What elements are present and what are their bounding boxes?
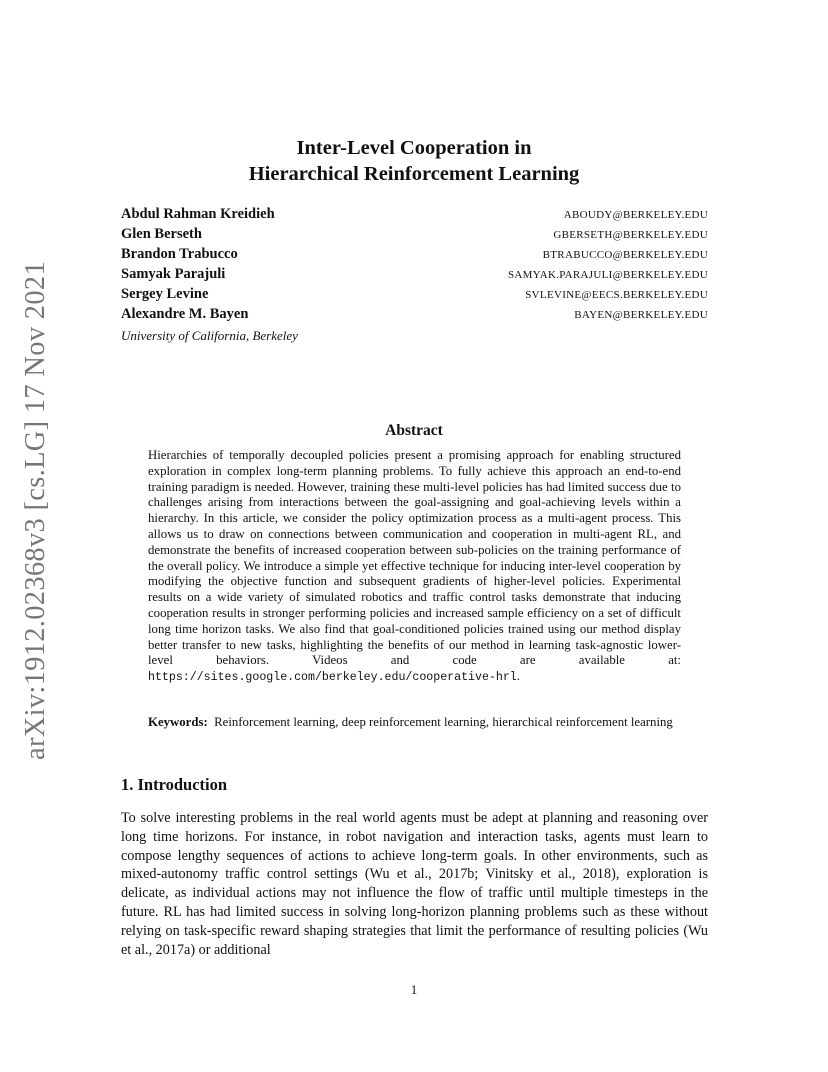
paper-title bbox=[100, 135, 728, 187]
author-name: Brandon Trabucco bbox=[121, 246, 238, 262]
affiliation: University of California, Berkeley bbox=[121, 328, 298, 343]
introduction-paragraph: To solve interesting problems in the real world agents must be adept at planning and reasoning over long time horizons. For instance, in robot navigation and interaction tasks, agents must learn to compose lengthy sequences of actions to achieve long-term goals. In other environments, such as mixed-autonomy traffic control settings (Wu et al., 2017b; Vinitsky et al., 2018), exploration is delicate, as individual actions may not influence the flow of traffic until multiple timesteps in the future. RL has had limited success in solving long-horizon planning problems such as these without relying on task-specific reward shaping strategies that limit the performance of resulting policies (Wu et al., 2017a) or additional bbox=[121, 810, 708, 958]
author-email: SVLEVINE@EECS.BERKELEY.EDU bbox=[525, 289, 708, 301]
author-row bbox=[121, 206, 708, 226]
author-email: GBERSETH@BERKELEY.EDU bbox=[553, 229, 708, 241]
arxiv-identifier: arXiv:1912.02368v3 [cs.LG] 17 Nov 2021 bbox=[20, 260, 51, 760]
page-number: 1 bbox=[410, 982, 418, 997]
abstract-url-link[interactable]: https://sites.google.com/berkeley.edu/cooperative-hrl bbox=[148, 671, 517, 685]
author-row bbox=[121, 286, 708, 306]
author-email: BTRABUCCO@BERKELEY.EDU bbox=[542, 249, 708, 261]
author-email: SAMYAK.PARAJULI@BERKELEY.EDU bbox=[507, 269, 708, 281]
author-name: Samyak Parajuli bbox=[121, 266, 226, 282]
author-email: BAYEN@BERKELEY.EDU bbox=[574, 309, 708, 321]
author-row bbox=[121, 246, 708, 266]
author-email: ABOUDY@BERKELEY.EDU bbox=[563, 209, 708, 221]
author-row bbox=[121, 306, 708, 326]
title-line-2: Hierarchical Reinforcement Learning bbox=[248, 163, 580, 185]
abstract-heading: Abstract bbox=[385, 422, 443, 439]
author-block bbox=[121, 206, 708, 344]
author-name: Glen Berseth bbox=[121, 226, 202, 242]
section-heading-introduction: 1. Introduction bbox=[121, 775, 228, 794]
abstract-end: . bbox=[516, 669, 520, 684]
title-line-1: Inter-Level Cooperation in bbox=[296, 137, 532, 159]
abstract-text: Hierarchies of temporally decoupled policies present a promising approach for enabling structured exploration in complex long-term planning problems. To fully achieve this approach an end-to-end training paradigm is needed. However, training these multi-level policies has had limited success due to challenges arising from interactions between the goal-assigning and goal-achieving levels within a hierarchy. In this article, we consider the policy optimization process as a multi-agent process. This allows us to draw on connections between communication and cooperation in multi-agent RL, and demonstrate the benefits of increased cooperation between sub-policies on the training performance of the overall policy. We introduce a simple yet effective technique for inducing inter-level cooperation by modifying the objective function and subsequent gradients of higher-level policies. Experimental results on a wide variety of simulated robotics and traffic control tasks demonstrate that inducing cooperation results in stronger performing policies and increased sample efficiency on a set of difficult long time horizon tasks. We also find that goal-conditioned policies trained using our method display better transfer to new tasks, highlighting the benefits of our method in learning task-agnostic lower-level behaviors. Videos and code are available at: bbox=[148, 448, 681, 668]
keywords bbox=[148, 715, 681, 731]
author-name: Abdul Rahman Kreidieh bbox=[121, 206, 275, 222]
author-name: Sergey Levine bbox=[121, 286, 209, 302]
author-row bbox=[121, 266, 708, 286]
abstract-body bbox=[148, 448, 681, 686]
author-name: Alexandre M. Bayen bbox=[121, 306, 249, 322]
keywords-label: Keywords: bbox=[148, 715, 208, 729]
author-row bbox=[121, 226, 708, 246]
keywords-text: Reinforcement learning, deep reinforcement learning, hierarchical reinforcement learning bbox=[214, 715, 673, 729]
